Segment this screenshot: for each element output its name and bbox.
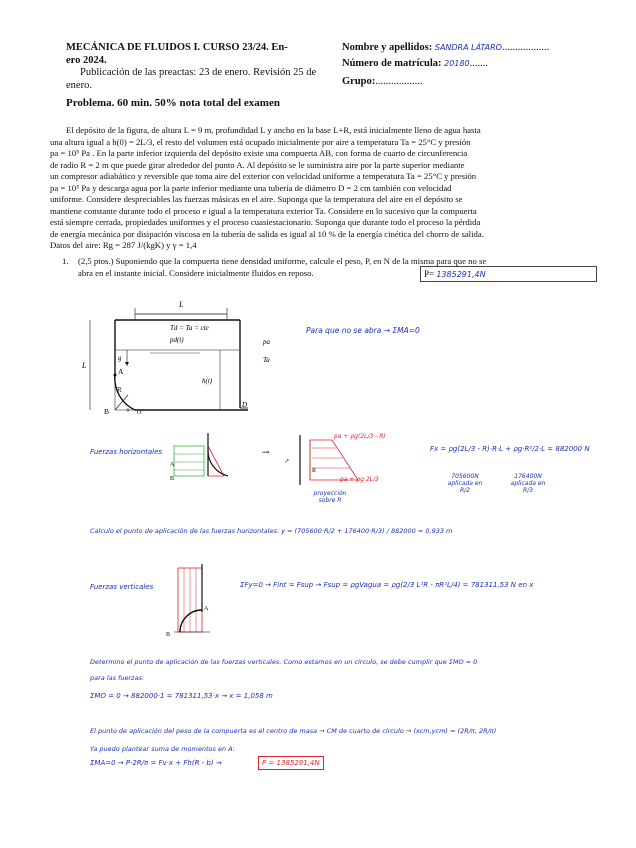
hsketch-B: B bbox=[170, 476, 175, 482]
projection-note: proyección sobre R bbox=[313, 490, 347, 504]
dim-L-left: L bbox=[82, 361, 87, 370]
student-info bbox=[342, 42, 602, 89]
name-row: Nombre y apellidos: SANDRA LÁTARO.................. bbox=[342, 42, 550, 53]
vert-sketch bbox=[164, 562, 224, 640]
fx-part1: 705600N aplicada en R/2 bbox=[447, 473, 483, 494]
dim-L-top: L bbox=[179, 300, 184, 309]
exam-title: MECÁNICA DE FLUIDOS I. CURSO 23/24. En- ero 2024. bbox=[66, 42, 288, 66]
pressure-top: pa + ρg(2L/3 - R) bbox=[334, 433, 386, 440]
problem-statement: El depósito de la figura, de altura L = 9 m, profundidad L y ancho en la base L+R, está inicialmente lleno de agua hasta una altura igual a h(0) = 2L/3, el resto del volumen está ocupado inicialmente por aire a temperatura Ta = 25°C y presión pa = 10⁵ Pa . En la parte inferior izquierda del depósito existe una compuerta AB, con forma de cuarto de circunferencia de radio R = 2 m que puede girar alrededor del punto A. Al depósito se le suministra aire por la parte superior mediante un compresor adiabático y reversible que toma aire del exterior con velocidad uniforme a temperatura Ta = 25°C y presión pa = 10⁵ Pa y descarga agua por la parte inferior mediante una tubería de diámetro D = 2 cm también con velocidad uniforme. Considere despreciables las fuerzas másicas en el aire. Suponga que la temperatura del aire en el depósito se mantiene constante durante todo el proceso e igual a la temperatura exterior Ta. Considere en lo sucesivo que la compuerta está siempre cerrada, propiedades uniformes y el proceso cuasiestacionario. Suponga que durante todo el proceso la pérdida de energía mecánica por disipación viscosa en la tubería de salida es igual al 10 % de la energía cinética del chorro de salida. Datos del aire: Rg = 287 J/(kgK) y γ = 1,4 bbox=[50, 125, 484, 251]
horiz-title: Fuerzas horizontales bbox=[90, 448, 163, 456]
vsketch-A: A bbox=[204, 606, 209, 612]
label-D: D bbox=[242, 401, 248, 409]
tank-figure bbox=[80, 290, 290, 430]
publication-info: Publicación de las preactas: 23 de enero. Revisión 25 de enero. bbox=[66, 67, 317, 91]
question-1: 1. (2,5 ptos.) Suponiendo que la compuerta tiene densidad uniforme, calcule el peso, P, en N de la misma para que no se abra en el instante inicial. Considere inicialmente fluidos en reposo. bbox=[62, 256, 487, 278]
answer-box[interactable]: P= 1385291,4N bbox=[420, 266, 597, 282]
hsketch-A: A bbox=[170, 462, 175, 468]
final-equation: ΣMA=0 → P·2R/π = Fv·x + Fh(R - b) → bbox=[90, 759, 222, 767]
vert-title: Fuerzas verticales bbox=[90, 583, 154, 591]
fx-part2: 176400N aplicada en R/3 bbox=[510, 473, 546, 494]
label-Ta: Ta bbox=[263, 356, 270, 364]
pressure-bottom: pa + ρg·2L/3 bbox=[340, 476, 379, 483]
problem-title: Problema. 60 min. 50% nota total del examen bbox=[66, 97, 280, 109]
group-row: Grupo:.................. bbox=[342, 76, 423, 87]
id-row: Número de matrícula: 20180....... bbox=[342, 58, 488, 69]
fy-equation: ΣFy=0 → Fint = Fsup → Fsup = ρgVagua = ρg(2/3 L²R - πR²L/4) = 781311,53 N en x bbox=[240, 581, 534, 589]
fx-equation: Fx = ρg(2L/3 - R)·R·L + ρg·R²/2·L = 882000 N bbox=[430, 445, 590, 453]
vsketch-B: B bbox=[166, 632, 171, 638]
label-B: B bbox=[104, 407, 110, 416]
label-pd: pd(t) bbox=[170, 336, 184, 344]
answer-value: 1385291,4N bbox=[436, 270, 486, 279]
center-of-mass: El punto de aplicación del peso de la compuerta es el centro de masa → CM de cuarto de círculo → (xcm,ycm) = (2R/π, 2R/π) Ya puedo plantear suma de momentos en A: bbox=[90, 727, 497, 753]
label-A: A bbox=[118, 367, 124, 376]
name-value: SANDRA LÁTARO bbox=[434, 43, 502, 52]
final-answer: P = 1385291,4N bbox=[258, 756, 324, 770]
application-point-h: Calculo el punto de aplicación de las fuerzas horizontales: y = (705600·R/2 + 176400·R/3) / 882000 = 0,933 m bbox=[90, 527, 453, 535]
label-g: g bbox=[118, 354, 122, 362]
svg-text:↗: ↗ bbox=[284, 458, 290, 465]
psketch-R: R bbox=[312, 468, 317, 474]
horiz-sketch bbox=[168, 428, 258, 484]
label-pa: pa bbox=[263, 338, 270, 346]
id-value: 20180 bbox=[444, 59, 470, 68]
arrow-1: → bbox=[262, 448, 270, 458]
condition-note: Para que no se abra → ΣMA=0 bbox=[306, 326, 420, 335]
mo-equation: ΣMO = 0 → 882000·1 = 781311,53·x → x = 1,058 m bbox=[90, 692, 273, 700]
label-h: h(t) bbox=[202, 377, 213, 385]
vert-application: Determino el punto de aplicación de las fuerzas verticales. Como estamos en un círculo, se debe cumplir que ΣMO = 0 para las fuerzas: bbox=[90, 658, 478, 682]
label-R: R bbox=[117, 386, 122, 394]
label-temp-eq: Td = Ta = cte bbox=[170, 324, 209, 332]
label-O: O bbox=[137, 410, 142, 416]
